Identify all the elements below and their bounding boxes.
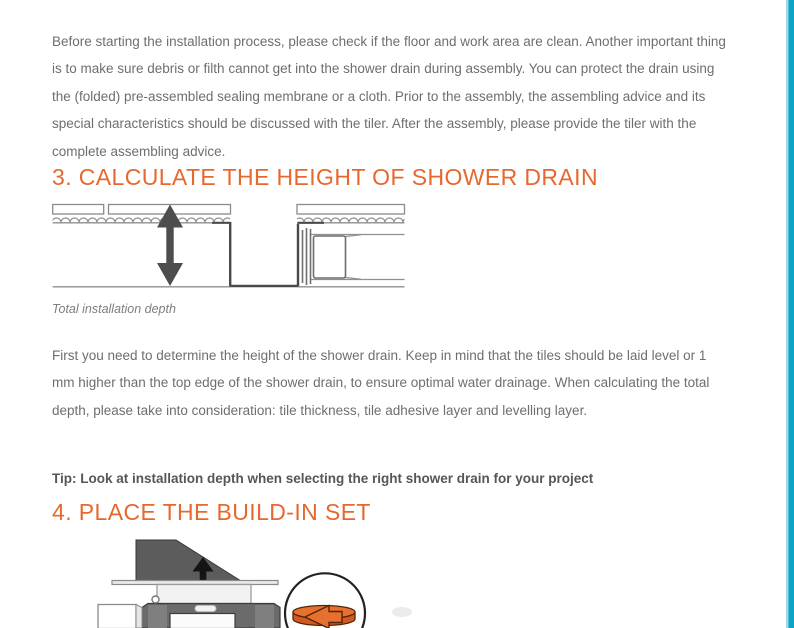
installation-depth-figure — [52, 202, 406, 296]
tip-text: Tip: Look at installation depth when selecting the right shower drain for your project — [52, 471, 594, 486]
adhesive-layer — [53, 214, 405, 223]
fixing-ring — [152, 596, 159, 603]
paragraph-line: depth, please take into consideration: tile thickness, tile adhesive layer and levelling layer. — [52, 402, 588, 418]
paragraph-line: Before starting the installation process, please check if the floor and work area are clean. Another important thing — [52, 34, 726, 49]
drain-body — [142, 604, 280, 628]
section3-paragraph — [52, 342, 709, 424]
faint-shape — [392, 607, 412, 617]
tilted-drain-part — [136, 540, 241, 581]
paragraph-line: the (folded) pre-assembled sealing membrane or a cloth. Prior to the assembly, the assembling advice and its — [52, 88, 706, 104]
right-edge-accent-strip — [786, 0, 794, 628]
outlet-pipe — [98, 605, 142, 628]
tile-layer — [53, 205, 405, 215]
rotation-detail — [285, 573, 412, 628]
paragraph-line: First you need to determine the height of the shower drain. Keep in mind that the tiles should be laid level or 1 — [52, 348, 707, 363]
section3-heading: 3. CALCULATE THE HEIGHT OF SHOWER DRAIN — [52, 164, 598, 190]
figure-caption: Total installation depth — [52, 302, 176, 316]
paragraph-line: mm higher than the top edge of the shower drain, to ensure optimal water drainage. When calculating the total — [52, 375, 710, 391]
riser-box — [157, 585, 251, 604]
intro-paragraph — [52, 28, 726, 165]
paragraph-line: complete assembling advice. — [52, 143, 226, 159]
section4-heading: 4. PLACE THE BUILD-IN SET — [52, 499, 371, 525]
paragraph-line: special characteristics should be discussed with the tiler. After the assembly, please provide the tiler with the — [52, 116, 697, 132]
build-in-set-figure — [90, 538, 420, 628]
drain-pipe — [303, 228, 405, 285]
paragraph-line: is to make sure debris or filth cannot get into the shower drain during assembly. You can protect the drain using — [52, 61, 715, 77]
